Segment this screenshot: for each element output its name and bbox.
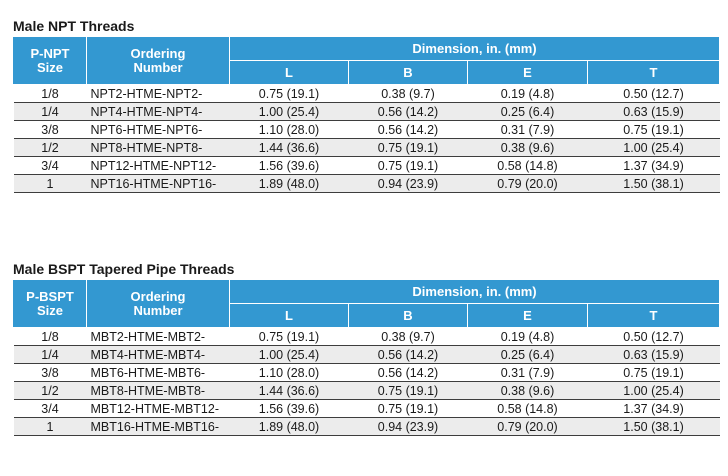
npt-table-title: Male NPT Threads (13, 18, 135, 34)
bspt-table-body (14, 328, 720, 436)
table-row (14, 328, 720, 346)
size-cell: 1 (14, 418, 87, 436)
dimension-b-cell: 0.75 (19.1) (349, 400, 468, 418)
dimension-b-cell: 0.56 (14.2) (349, 364, 468, 382)
size-cell: 1/4 (14, 346, 87, 364)
table-row (14, 418, 720, 436)
bspt-table-title: Male BSPT Tapered Pipe Threads (13, 261, 235, 277)
dimension-header: Dimension, in. (mm) (230, 37, 720, 61)
size-header: P-NPT Size (14, 37, 87, 85)
table-row (14, 400, 720, 418)
column-header-t: T (588, 304, 720, 328)
size-cell: 3/4 (14, 400, 87, 418)
dimension-t-cell: 1.00 (25.4) (588, 139, 720, 157)
dimension-l-cell: 1.10 (28.0) (230, 121, 349, 139)
dimension-l-cell: 1.10 (28.0) (230, 364, 349, 382)
npt-table-body (14, 85, 720, 193)
dimension-e-cell: 0.38 (9.6) (468, 139, 588, 157)
table-row (14, 139, 720, 157)
dimension-l-cell: 0.75 (19.1) (230, 328, 349, 346)
dimension-t-cell: 1.50 (38.1) (588, 175, 720, 193)
size-cell: 1/2 (14, 382, 87, 400)
dimension-l-cell: 1.00 (25.4) (230, 103, 349, 121)
dimension-t-cell: 0.63 (15.9) (588, 103, 720, 121)
dimension-t-cell: 0.63 (15.9) (588, 346, 720, 364)
dimension-e-cell: 0.79 (20.0) (468, 418, 588, 436)
ordering-number-cell: MBT6-HTME-MBT6- (87, 364, 230, 382)
dimension-b-cell: 0.56 (14.2) (349, 121, 468, 139)
dimension-l-cell: 1.44 (36.6) (230, 139, 349, 157)
ordering-number-cell: NPT6-HTME-NPT6- (87, 121, 230, 139)
column-header-t: T (588, 61, 720, 85)
ordering-number-cell: NPT4-HTME-NPT4- (87, 103, 230, 121)
ordering-number-cell: MBT8-HTME-MBT8- (87, 382, 230, 400)
size-cell: 1/8 (14, 85, 87, 103)
dimension-e-cell: 0.79 (20.0) (468, 175, 588, 193)
dimension-l-cell: 1.56 (39.6) (230, 157, 349, 175)
table-row (14, 364, 720, 382)
dimension-e-cell: 0.19 (4.8) (468, 328, 588, 346)
dimension-b-cell: 0.94 (23.9) (349, 175, 468, 193)
npt-section (13, 17, 719, 193)
ordering-number-cell: MBT16-HTME-MBT16- (87, 418, 230, 436)
column-header-l: L (230, 304, 349, 328)
dimension-b-cell: 0.38 (9.7) (349, 328, 468, 346)
size-cell: 1/2 (14, 139, 87, 157)
dimension-l-cell: 0.75 (19.1) (230, 85, 349, 103)
table-row (14, 382, 720, 400)
column-header-l: L (230, 61, 349, 85)
dimension-b-cell: 0.56 (14.2) (349, 346, 468, 364)
dimension-l-cell: 1.56 (39.6) (230, 400, 349, 418)
column-header-b: B (349, 61, 468, 85)
dimension-t-cell: 1.37 (34.9) (588, 157, 720, 175)
ordering-number-cell: MBT4-HTME-MBT4- (87, 346, 230, 364)
size-cell: 1/8 (14, 328, 87, 346)
bspt-section (13, 260, 719, 436)
table-row (14, 346, 720, 364)
size-cell: 3/8 (14, 364, 87, 382)
table-row (14, 121, 720, 139)
dimension-e-cell: 0.25 (6.4) (468, 346, 588, 364)
size-cell: 1/4 (14, 103, 87, 121)
size-header: P-BSPT Size (14, 280, 87, 328)
dimension-b-cell: 0.75 (19.1) (349, 139, 468, 157)
dimension-l-cell: 1.89 (48.0) (230, 418, 349, 436)
dimension-t-cell: 0.75 (19.1) (588, 121, 720, 139)
table-row (14, 157, 720, 175)
dimension-e-cell: 0.31 (7.9) (468, 121, 588, 139)
ordering-number-cell: MBT2-HTME-MBT2- (87, 328, 230, 346)
dimension-t-cell: 1.00 (25.4) (588, 382, 720, 400)
dimension-t-cell: 0.75 (19.1) (588, 364, 720, 382)
dimension-e-cell: 0.19 (4.8) (468, 85, 588, 103)
dimension-l-cell: 1.44 (36.6) (230, 382, 349, 400)
ordering-number-cell: MBT12-HTME-MBT12- (87, 400, 230, 418)
dimension-t-cell: 0.50 (12.7) (588, 328, 720, 346)
dimension-b-cell: 0.56 (14.2) (349, 103, 468, 121)
ordering-number-cell: NPT2-HTME-NPT2- (87, 85, 230, 103)
dimension-t-cell: 0.50 (12.7) (588, 85, 720, 103)
table-row (14, 175, 720, 193)
size-cell: 1 (14, 175, 87, 193)
dimension-b-cell: 0.75 (19.1) (349, 157, 468, 175)
dimension-b-cell: 0.94 (23.9) (349, 418, 468, 436)
column-header-e: E (468, 61, 588, 85)
column-header-e: E (468, 304, 588, 328)
table-row (14, 85, 720, 103)
dimension-b-cell: 0.75 (19.1) (349, 382, 468, 400)
dimension-t-cell: 1.37 (34.9) (588, 400, 720, 418)
dimension-header: Dimension, in. (mm) (230, 280, 720, 304)
npt-table (13, 36, 720, 193)
table-row (14, 103, 720, 121)
ordering-number-cell: NPT12-HTME-NPT12- (87, 157, 230, 175)
dimension-e-cell: 0.38 (9.6) (468, 382, 588, 400)
dimension-e-cell: 0.58 (14.8) (468, 157, 588, 175)
dimension-t-cell: 1.50 (38.1) (588, 418, 720, 436)
ordering-number-header: Ordering Number (87, 37, 230, 85)
size-cell: 3/8 (14, 121, 87, 139)
ordering-number-header: Ordering Number (87, 280, 230, 328)
dimension-l-cell: 1.89 (48.0) (230, 175, 349, 193)
size-cell: 3/4 (14, 157, 87, 175)
ordering-number-cell: NPT8-HTME-NPT8- (87, 139, 230, 157)
column-header-b: B (349, 304, 468, 328)
bspt-table (13, 279, 720, 436)
dimension-e-cell: 0.25 (6.4) (468, 103, 588, 121)
dimension-b-cell: 0.38 (9.7) (349, 85, 468, 103)
dimension-l-cell: 1.00 (25.4) (230, 346, 349, 364)
ordering-number-cell: NPT16-HTME-NPT16- (87, 175, 230, 193)
dimension-e-cell: 0.31 (7.9) (468, 364, 588, 382)
dimension-e-cell: 0.58 (14.8) (468, 400, 588, 418)
